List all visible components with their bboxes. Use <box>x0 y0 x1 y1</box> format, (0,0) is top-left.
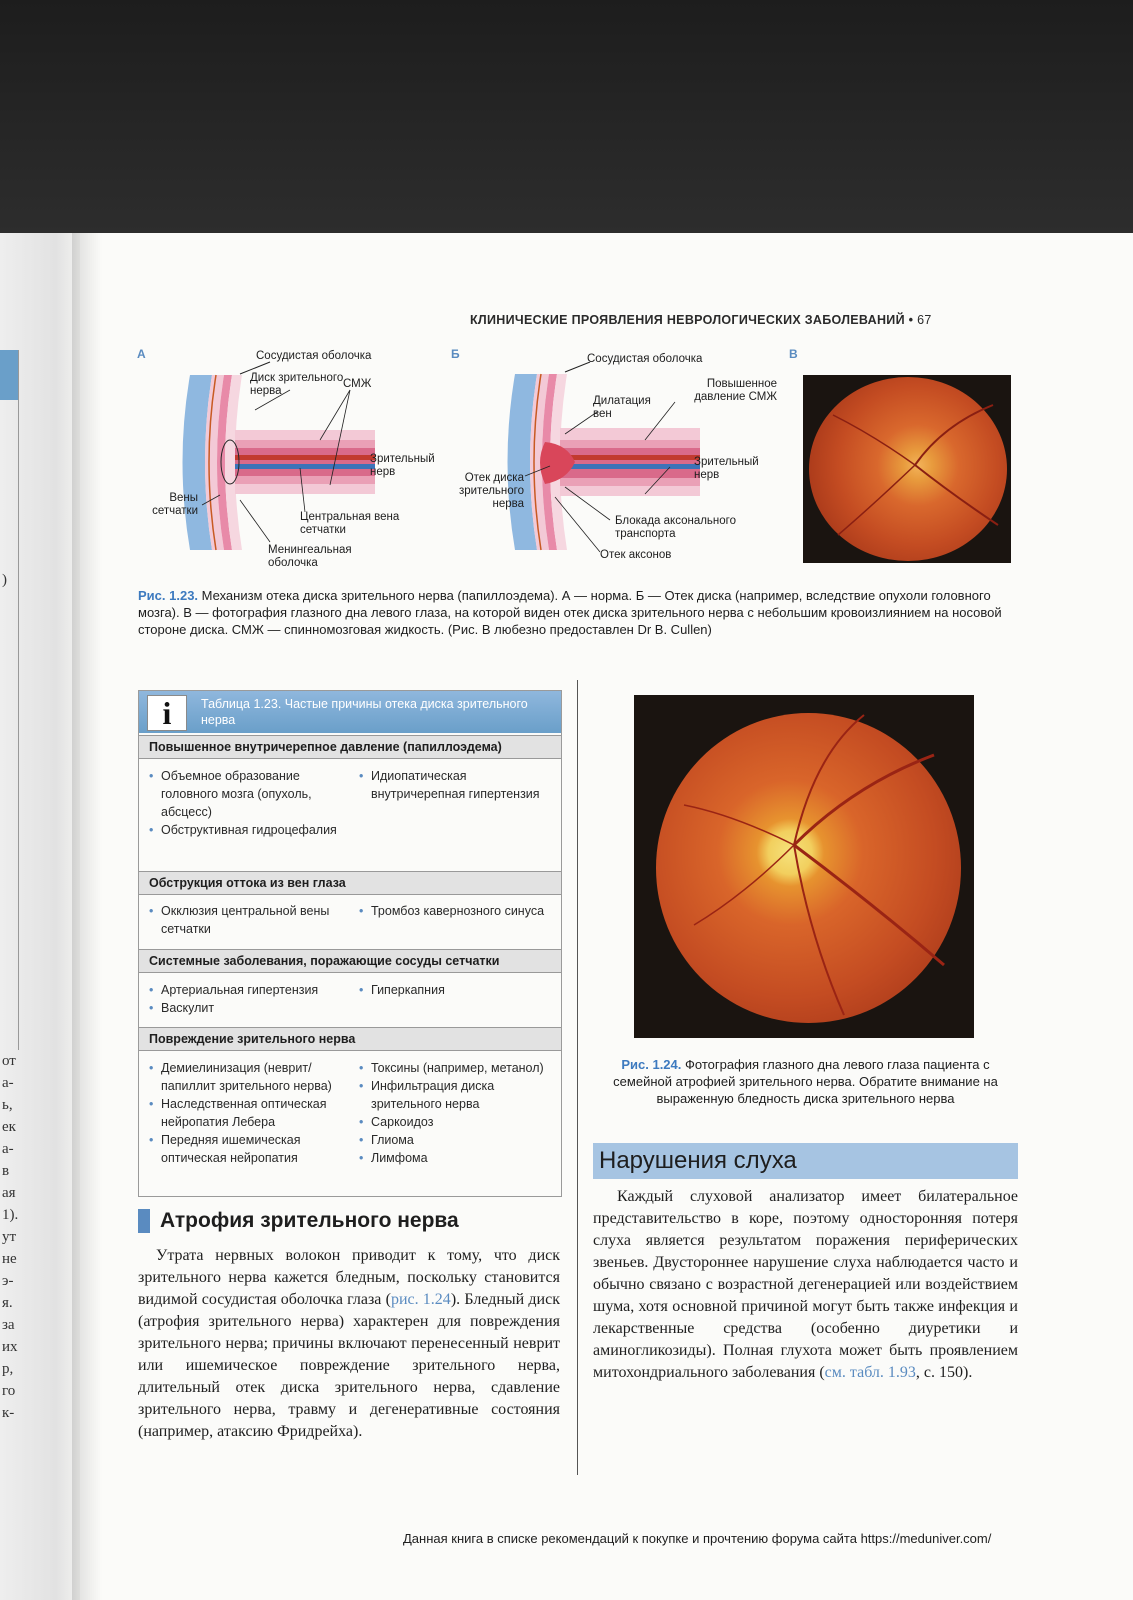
left-page-fragment: р, <box>2 1361 14 1377</box>
label-pressure-b: Повышенное давление СМЖ <box>694 378 777 403</box>
column-divider <box>577 680 578 1475</box>
running-head-title: КЛИНИЧЕСКИЕ ПРОЯВЛЕНИЯ НЕВРОЛОГИЧЕСКИХ ЗАБОЛЕВАНИЙ <box>470 313 905 327</box>
figure-reference-link[interactable]: рис. 1.24 <box>390 1291 451 1308</box>
label-csf-a: СМЖ <box>343 378 372 390</box>
left-page-fragment: не <box>2 1251 17 1267</box>
retinal-vessels <box>634 695 974 1038</box>
label-optic-nerve-b: Зрительный нерв <box>694 456 759 481</box>
running-head-separator: • <box>908 313 914 327</box>
panel-letter-b: Б <box>451 347 460 361</box>
panel-letter-a: А <box>137 347 146 361</box>
page-shadow <box>72 233 102 1600</box>
fundus-photo-optic-atrophy <box>634 695 974 1038</box>
figure-1-23-text: Механизм отека диска зрительного нерва (папиллоэдема). А — норма. Б — Отек диска (например, вследствие опухоли головного мозга). В — фотография глазного дна левого глаза, на которой виден отек диска зрительного нерва с небольшим кровоизлиянием на носовой стороне диска. СМЖ — спинномозговая жидкость. (Рис. В любезно предоставлен Dr B. Cullen) <box>138 588 1002 637</box>
info-badge-icon: i <box>147 695 187 731</box>
left-page-fragment: я. <box>2 1295 13 1311</box>
table-item: • Тромбоз кавернозного синуса <box>357 902 547 920</box>
table-item: • Васкулит <box>147 999 342 1017</box>
section-heading-atrophy <box>138 1207 560 1235</box>
hearing-paragraph: Каждый слуховой анализатор имеет билатеральное представительство в коре, поэтому односторонняя потеря слуха является результатом поражения периферических звеньев. Двустороннее нарушение слуха наблюдается часто и обычно связано с возрастной дегенерацией или воздействием шума, хотя основной причиной могут быть также инфекция и лекарственные средства (особенно диуретики и аминогликозиды). Полная глухота может быть проявлением митохондриального заболевания (см. табл. 1.93, с. 150). <box>593 1188 1018 1381</box>
left-page-fragment: ь, <box>2 1097 13 1113</box>
atrophy-paragraph: Утрата нервных волокон приводит к тому, что диск зрительного нерва кажется бледным, поскольку становится видимой сосудистая оболочка глаза (рис. 1.24). Бледный диск (атрофия зрительного нерва) характерен для повреждения зрительного нерва; причины включают перенесенный неврит или ишемическое повреждение зрительного нерва, длительный отек диска зрительного нерва, сдавление зрительного нерва, травму и дегенеративные состояния (например, атаксию Фридрейха). <box>138 1247 560 1440</box>
figure-1-23-label: Рис. 1.23. <box>138 588 199 603</box>
section-heading-hearing <box>593 1143 1018 1179</box>
figure-1-24-label: Рис. 1.24. <box>621 1057 682 1072</box>
left-page-blue-bar <box>0 350 18 400</box>
table-item: • Идиопатическая внутричерепная гипертензия <box>357 767 547 803</box>
label-meninges-a: Менингеальная оболочка <box>268 544 352 569</box>
left-page-fragment: к- <box>2 1405 15 1421</box>
table-section-heading: Повреждение зрительного нерва <box>139 1027 561 1051</box>
panel-letter-c: В <box>789 347 798 361</box>
figure-1-23-caption <box>138 587 1018 638</box>
table-item: • Глиома <box>357 1131 552 1149</box>
page-number: 67 <box>917 313 932 327</box>
section-heading-text: Нарушения слуха <box>599 1147 797 1174</box>
left-page-box-edge <box>0 350 19 1050</box>
label-block-b: Блокада аксонального транспорта <box>615 515 736 540</box>
table-item: • Гиперкапния <box>357 981 547 999</box>
left-page-fragment: за <box>2 1317 15 1333</box>
figure-1-24-text: Фотография глазного дна левого глаза пациента с семейной атрофией зрительного нерва. Обратите внимание на выраженную бледность диска зрительного нерва <box>613 1057 998 1106</box>
table-section-heading: Системные заболевания, поражающие сосуды сетчатки <box>139 949 561 973</box>
label-central-vein-a: Центральная вена сетчатки <box>300 511 400 536</box>
table-title: Таблица 1.23. Частые причины отека диска зрительного нерва <box>201 697 528 727</box>
table-section-heading: Обструкция оттока из вен глаза <box>139 871 561 895</box>
section-heading-text: Атрофия зрительного нерва <box>160 1209 459 1232</box>
table-item: • Обструктивная гидроцефалия <box>147 821 342 839</box>
left-page-fragment: а- <box>2 1141 14 1157</box>
table-section-heading: Повышенное внутричерепное давление (папиллоэдема) <box>139 735 561 759</box>
left-page-fragment: 1). <box>2 1207 19 1223</box>
footer-watermark: Данная книга в списке рекомендаций к покупке и прочтению форума сайта https://meduniver.com/ <box>403 1531 992 1546</box>
label-disc-edema-b: Отек диска зрительного нерва <box>458 472 524 510</box>
table-item: • Окклюзия центральной вены сетчатки <box>147 902 342 938</box>
label-retinal-veins-a: Вены сетчатки <box>152 492 198 517</box>
left-page-fragment: а- <box>2 1075 14 1091</box>
scan-dark-band <box>0 0 1133 233</box>
table-item: • Лимфома <box>357 1149 552 1167</box>
label-choroid-b: Сосудистая оболочка <box>587 353 703 365</box>
left-page-fragment: от <box>2 1053 16 1069</box>
left-page-fragment: ут <box>2 1229 17 1245</box>
left-page-fragment: ) <box>2 572 7 588</box>
table-item: • Объемное образование головного мозга (опухоль, абсцесс) <box>147 767 342 821</box>
retinal-vessels <box>803 375 1011 563</box>
table-item: • Инфильтрация диска зрительного нерва <box>357 1077 552 1113</box>
left-page-fragment: их <box>2 1339 18 1355</box>
table-item: • Артериальная гипертензия <box>147 981 342 999</box>
table-reference-link[interactable]: см. табл. 1.93 <box>824 1364 916 1381</box>
running-head <box>470 313 932 327</box>
table-item: • Саркоидоз <box>357 1113 552 1131</box>
left-page-fragment: ая <box>2 1185 16 1201</box>
table-item: • Токсины (например, метанол) <box>357 1059 552 1077</box>
label-optic-nerve-a: Зрительный нерв <box>370 453 435 478</box>
table-item: • Наследственная оптическая нейропатия Лебера <box>147 1095 342 1131</box>
label-dilation-b: Дилатация вен <box>593 395 651 420</box>
table-item: • Передняя ишемическая оптическая нейропатия <box>147 1131 342 1167</box>
label-axon-edema-b: Отек аксонов <box>600 549 672 561</box>
table-1-23 <box>138 690 562 1197</box>
heading-accent-bar <box>138 1209 150 1233</box>
left-page-fragment: в <box>2 1163 10 1179</box>
fundus-photo-papilledema <box>803 375 1011 563</box>
table-item: • Демиелинизация (неврит/папиллит зрительного нерва) <box>147 1059 342 1095</box>
left-page-fragment: э- <box>2 1273 14 1289</box>
figure-1-24-caption <box>593 1056 1018 1107</box>
label-choroid-a: Сосудистая оболочка <box>256 350 372 362</box>
label-disc-a: Диск зрительного нерва <box>250 372 344 397</box>
table-header <box>139 691 561 733</box>
left-page-fragment: го <box>2 1383 16 1399</box>
left-page-fragment: ек <box>2 1119 16 1135</box>
